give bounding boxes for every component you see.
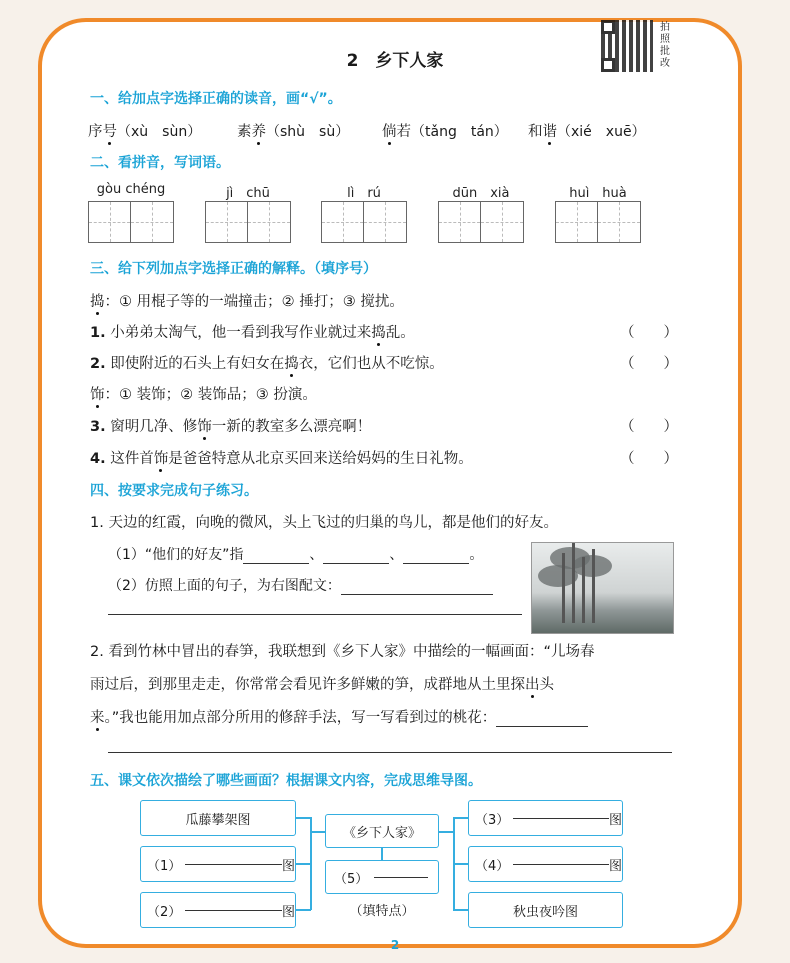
- pinyin-label: jì chū: [226, 186, 270, 201]
- connector: [453, 817, 468, 819]
- section1-item: 和谐（xié xuē）: [528, 124, 646, 140]
- answer-blank[interactable]: [341, 594, 493, 595]
- sentence-1b: （2）仿照上面的句子，为右图配文：: [108, 575, 493, 595]
- question-4: 4. 这件首饰是爸爸特意从北京买回来送给妈妈的生日礼物。: [90, 451, 473, 467]
- mindmap-right-box: 秋虫夜吟图: [468, 892, 623, 928]
- section1-heading: 一、给加点字选择正确的读音，画“√”。: [90, 91, 342, 107]
- answer-blank[interactable]: [323, 563, 389, 564]
- answer-paren[interactable]: （ ）: [620, 419, 678, 435]
- writing-grid[interactable]: [205, 201, 291, 243]
- answer-paren[interactable]: （ ）: [620, 451, 678, 467]
- writing-grid[interactable]: [555, 201, 641, 243]
- mindmap-left-box[interactable]: （1） 图: [140, 846, 296, 882]
- connector: [296, 863, 311, 865]
- mindmap-left-box[interactable]: （2） 图: [140, 892, 296, 928]
- mindmap-left-box: 瓜藤攀架图: [140, 800, 296, 836]
- connector: [381, 848, 383, 860]
- connector: [296, 909, 311, 911]
- qr-label: 拍照批改: [660, 22, 670, 69]
- section3-heading: 三、给下列加点字选择正确的解释。（填序号）: [90, 261, 377, 277]
- section1-item: 倘若（tǎng tán）: [382, 124, 508, 140]
- writing-grid[interactable]: [438, 201, 524, 243]
- page-title: 2 乡下人家: [346, 51, 444, 71]
- section4-heading: 四、按要求完成句子练习。: [90, 483, 258, 499]
- answer-line[interactable]: [108, 614, 522, 615]
- pinyin-label: dūn xià: [452, 186, 510, 201]
- section1-item: 素养（shù sù）: [237, 124, 350, 140]
- answer-blank[interactable]: [496, 726, 588, 727]
- mindmap-center-caption: （填特点）: [349, 904, 415, 919]
- writing-grid[interactable]: [88, 201, 174, 243]
- pinyin-label: lì rú: [347, 186, 381, 201]
- writing-grid[interactable]: [321, 201, 407, 243]
- mindmap-right-box[interactable]: （4） 图: [468, 846, 623, 882]
- sentence-2-line3: 来。”我也能用加点部分所用的修辞手法，写一写看到过的桃花：: [90, 706, 588, 727]
- sentence-2-line2: 雨过后，到那里走走，你常常会看见许多鲜嫩的笋，成群地从土里探出头: [90, 677, 554, 693]
- connector: [439, 831, 454, 833]
- connector: [453, 909, 468, 911]
- answer-paren[interactable]: （ ）: [620, 325, 678, 341]
- page-number: 2: [390, 938, 400, 952]
- sentence-1: 1. 天边的红霞，向晚的微风，头上飞过的归巢的鸟儿，都是他们的好友。: [90, 515, 558, 531]
- section2-heading: 二、看拼音，写词语。: [90, 155, 230, 171]
- question-2: 2. 即使附近的石头上有妇女在捣衣，它们也从不吃惊。: [90, 356, 444, 372]
- section1-item: 序号（xù sùn）: [88, 124, 202, 140]
- answer-paren[interactable]: （ ）: [620, 356, 678, 372]
- section5-heading: 五、课文依次描绘了哪些画面？根据课文内容，完成思维导图。: [90, 773, 482, 789]
- definition-line: 饰：① 装饰；② 装饰品；③ 扮演。: [90, 387, 317, 403]
- answer-blank[interactable]: [403, 563, 469, 564]
- definition-line: 捣：① 用棍子等的一端撞击；② 捶打；③ 搅扰。: [90, 294, 404, 310]
- pinyin-label: gòu chéng: [96, 182, 166, 197]
- question-3: 3. 窗明几净、修饰一新的教室多么漂亮啊！: [90, 419, 372, 435]
- connector: [296, 817, 311, 819]
- question-1: 1. 小弟弟太淘气，他一看到我写作业就过来捣乱。: [90, 325, 415, 341]
- qr-code[interactable]: [601, 20, 653, 72]
- mindmap-right-box[interactable]: （3） 图: [468, 800, 623, 836]
- sentence-1a: （1）“他们的好友”指 、 、 。: [108, 547, 484, 563]
- mindmap-center-title: 《乡下人家》: [325, 814, 439, 848]
- answer-line[interactable]: [108, 752, 672, 753]
- connector: [453, 863, 468, 865]
- pinyin-label: huì huà: [569, 186, 627, 201]
- bamboo-village-illustration: [531, 542, 674, 634]
- answer-blank[interactable]: [243, 563, 309, 564]
- mindmap-center-blank[interactable]: （5）: [325, 860, 439, 894]
- connector: [310, 831, 325, 833]
- sentence-2-line1: 2. 看到竹林中冒出的春笋，我联想到《乡下人家》中描绘的一幅画面：“儿场春: [90, 644, 595, 660]
